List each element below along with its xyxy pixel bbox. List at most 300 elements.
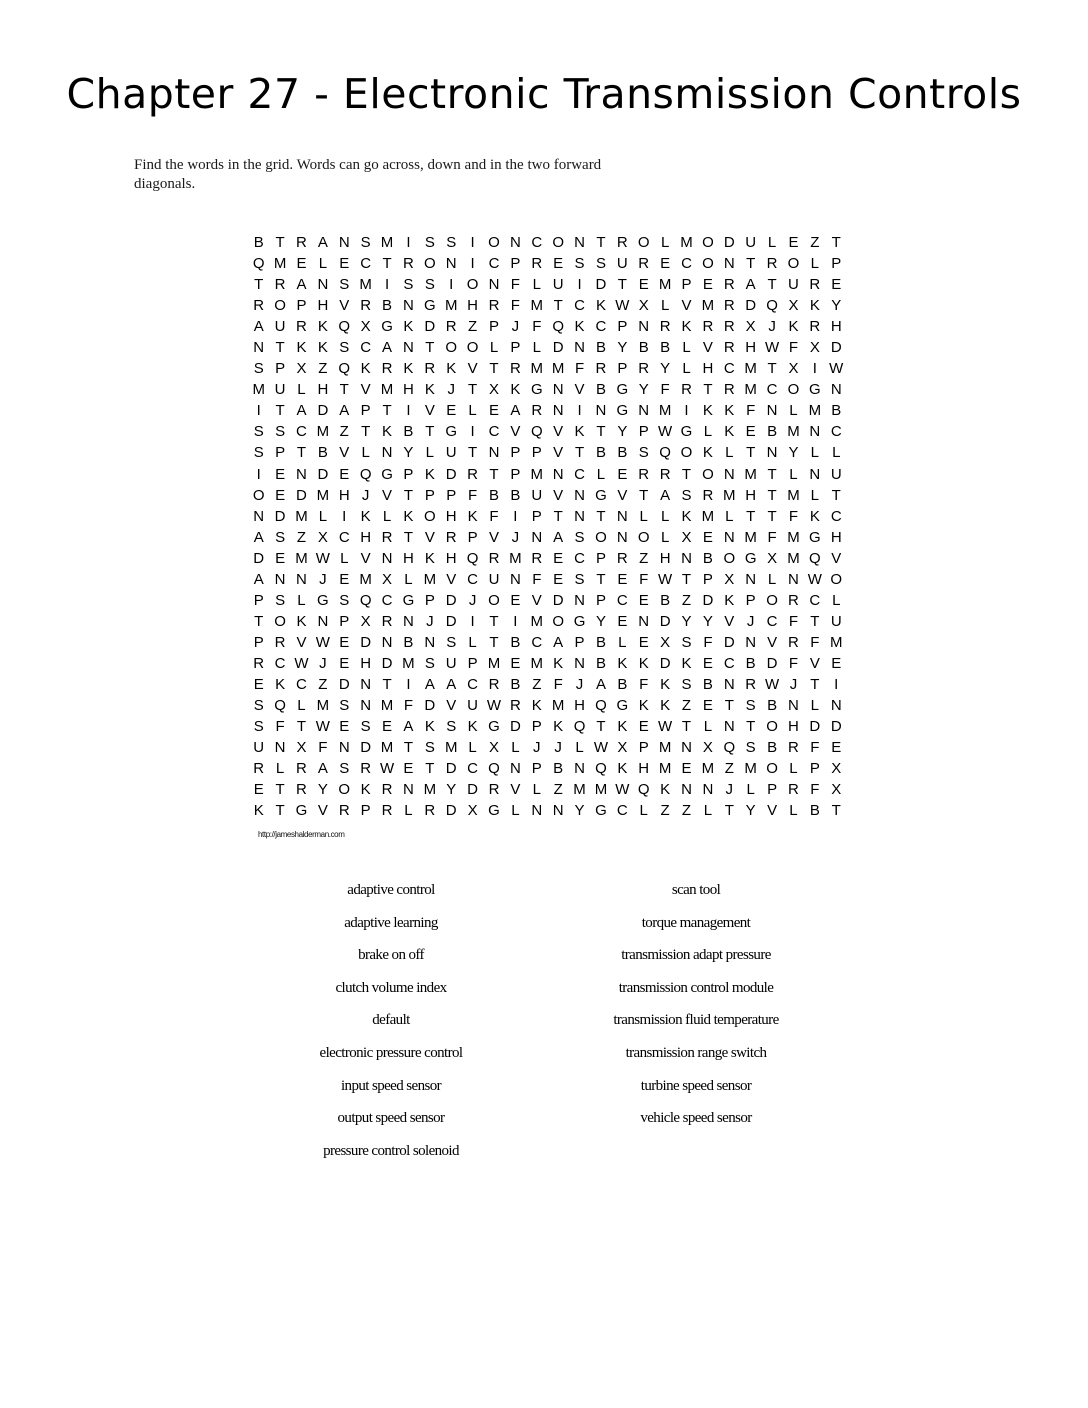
grid-letter: B [767,739,778,757]
grid-letter: R [381,360,393,378]
grid-letter: H [338,486,350,504]
grid-letter: N [809,465,821,483]
grid-letter: C [830,423,842,441]
grid-letter: P [531,718,542,736]
grid-letter: M [744,760,757,778]
grid-letter: K [296,339,307,357]
grid-letter: J [725,781,734,799]
grid-letter: B [767,423,778,441]
grid-letter: H [467,297,479,315]
grid-letter: L [639,802,648,820]
grid-letter: F [639,676,649,693]
grid-letter: K [574,318,585,336]
grid-letter: N [788,570,799,588]
grid-letter: B [831,402,842,420]
grid-letter: G [402,591,415,609]
grid-letter: E [831,276,842,294]
grid-letter: N [788,697,799,715]
grid-letter: S [339,339,350,357]
grid-letter: P [809,760,820,778]
grid-letter: L [789,760,798,778]
grid-letter: A [317,234,328,252]
grid-letter: D [445,465,457,483]
grid-letter: O [423,255,436,273]
grid-row [248,779,848,800]
grid-letter: S [424,739,435,757]
grid-letter: D [360,633,372,651]
grid-letter: B [510,676,521,693]
grid-letter: J [468,591,477,609]
grid-letter: L [468,633,477,651]
grid-letter: M [723,486,736,504]
grid-letter: E [617,612,628,630]
grid-letter: B [403,423,414,441]
grid-letter: D [445,591,457,609]
grid-letter: R [296,781,307,799]
grid-letter: F [788,612,799,630]
grid-letter: L [404,802,413,820]
grid-row [248,421,848,442]
grid-letter: R [509,360,521,378]
grid-letter: B [745,654,756,672]
grid-letter: B [660,339,671,357]
grid-letter: B [617,676,628,693]
grid-letter: S [339,276,350,294]
grid-letter: D [745,297,757,315]
grid-letter: W [764,339,780,357]
grid-letter: L [682,339,691,357]
grid-letter: H [317,297,329,315]
grid-letter: O [274,612,286,630]
grid-letter: W [315,718,330,736]
grid-letter: F [468,486,478,504]
grid-letter: F [788,654,799,672]
grid-letter: T [596,507,606,525]
grid-letter: R [659,465,671,483]
grid-letter: B [595,654,606,672]
grid-letter: C [616,591,628,609]
grid-row [248,400,848,421]
grid-letter: B [660,591,671,609]
grid-letter: U [445,654,457,672]
grid-letter: K [702,402,713,420]
grid-letter: U [788,276,799,294]
grid-letter: C [488,423,500,441]
grid-letter: J [319,570,327,588]
grid-row [248,442,848,463]
grid-row [248,548,848,569]
grid-letter: E [339,465,350,483]
grid-letter: G [295,802,308,820]
grid-letter: Y [702,612,713,630]
grid-letter: N [445,255,457,273]
grid-letter: I [406,402,411,420]
grid-letter: K [446,360,457,378]
grid-letter: E [788,234,799,252]
grid-letter: O [787,381,800,399]
grid-letter: K [681,654,692,672]
grid-letter: W [829,360,844,378]
grid-letter: M [423,570,437,588]
grid-letter: A [253,318,264,336]
grid-letter: O [702,255,714,273]
grid-letter: R [809,276,821,294]
grid-letter: G [530,381,543,399]
grid-letter: D [338,676,350,693]
grid-letter: I [812,360,817,378]
grid-letter: X [788,297,799,315]
grid-letter: D [296,486,307,504]
grid-letter: D [830,339,842,357]
grid-letter: J [447,381,455,399]
grid-letter: L [789,402,798,420]
grid-letter: T [275,402,285,420]
grid-letter: P [424,591,435,609]
instructions-text: Find the words in the grid. Words can go across, down and in the two forward diagonals. [134,157,602,192]
grid-letter: U [488,570,500,588]
grid-letter: V [339,444,350,462]
grid-letter: C [338,528,350,546]
grid-letter: Q [252,255,265,273]
grid-letter: P [424,486,435,504]
grid-letter: T [403,486,414,504]
grid-letter: G [423,297,436,315]
word-list-item: electronic pressure control [319,1044,463,1061]
grid-letter: I [470,423,475,441]
grid-letter: T [382,676,392,693]
grid-letter: L [660,297,670,315]
grid-letter: M [658,760,672,778]
grid-letter: V [831,549,842,567]
grid-letter: G [616,697,629,715]
grid-letter: I [577,276,582,294]
grid-letter: T [254,276,264,294]
grid-letter: L [832,591,841,609]
grid-letter: V [553,486,564,504]
grid-letter: K [681,318,692,336]
grid-letter: Y [681,612,692,630]
grid-letter: U [274,381,286,399]
grid-letter: R [681,381,692,399]
grid-letter: O [702,465,714,483]
grid-letter: G [445,423,458,441]
grid-letter: N [830,697,842,715]
grid-letter: O [595,528,607,546]
grid-letter: K [809,507,820,525]
word-list-item: pressure control solenoid [323,1142,459,1159]
word-list-right [546,878,846,1139]
grid-letter: Z [681,802,692,820]
grid-letter: V [767,802,778,820]
grid-letter: S [253,423,264,441]
grid-row [248,379,848,400]
grid-letter: T [831,802,841,820]
grid-letter: I [513,507,518,525]
grid-letter: E [488,402,499,420]
grid-letter: T [810,676,820,693]
grid-letter: A [403,718,414,736]
grid-letter: V [553,423,564,441]
grid-letter: D [424,318,436,336]
grid-letter: V [531,591,542,609]
grid-letter: M [551,360,565,378]
grid-letter: Z [553,781,563,799]
grid-letter: F [574,360,585,378]
word-list-left [241,878,541,1171]
grid-letter: N [766,402,778,420]
grid-letter: C [723,654,735,672]
grid-letter: S [574,255,585,273]
grid-letter: F [639,570,649,588]
grid-letter: C [723,360,735,378]
grid-letter: C [296,423,307,441]
grid-letter: G [744,549,757,567]
grid-letter: F [810,739,820,757]
grid-letter: F [532,570,542,588]
grid-letter: U [830,465,842,483]
grid-letter: J [554,739,562,757]
grid-letter: Q [552,318,564,336]
grid-row [248,316,848,337]
word-list-item: scan tool [671,882,721,898]
grid-letter: R [788,633,799,651]
grid-letter: Q [530,423,543,441]
grid-letter: K [360,781,371,799]
grid-letter: O [552,612,564,630]
grid-letter: P [681,276,692,294]
grid-letter: M [787,528,800,546]
grid-letter: A [382,339,393,357]
grid-letter: L [532,339,541,357]
grid-letter: Q [338,360,351,378]
grid-letter: H [830,528,842,546]
grid-letter: T [831,486,841,504]
grid-letter: Q [488,760,500,778]
grid-letter: V [360,549,371,567]
grid-letter: R [445,318,457,336]
grid-letter: O [637,528,650,546]
grid-letter: E [339,654,350,672]
grid-letter: X [702,739,713,757]
grid-letter: M [444,739,458,757]
grid-letter: N [723,528,735,546]
grid-letter: L [767,234,777,252]
grid-letter: L [660,507,670,525]
grid-letter: N [509,760,521,778]
grid-letter: P [617,318,628,336]
grid-letter: M [380,739,394,757]
grid-letter: C [681,255,692,273]
grid-letter: K [660,781,671,799]
grid-letter: K [617,718,628,736]
grid-letter: B [595,633,606,651]
grid-letter: R [467,465,479,483]
grid-letter: P [510,444,521,462]
grid-letter: O [252,486,265,504]
grid-letter: T [617,276,627,294]
grid-letter: X [360,318,371,336]
grid-letter: M [530,465,544,483]
grid-row [248,758,848,779]
grid-letter: N [574,486,585,504]
grid-letter: P [831,255,842,273]
grid-letter: T [275,781,285,799]
grid-letter: W [658,423,673,441]
grid-letter: R [659,318,671,336]
grid-letter: N [574,234,585,252]
grid-letter: U [274,318,286,336]
grid-letter: R [766,255,778,273]
grid-letter: T [468,381,478,399]
grid-row [248,674,848,695]
grid-letter: F [810,633,820,651]
grid-letter: M [380,697,394,715]
grid-letter: F [767,528,777,546]
grid-letter: K [382,423,393,441]
grid-letter: C [766,612,778,630]
grid-letter: M [701,297,715,315]
grid-letter: L [532,781,541,799]
grid-letter: J [511,528,520,546]
grid-letter: H [830,318,842,336]
grid-letter: X [617,739,628,757]
grid-letter: S [339,760,350,778]
grid-letter: R [274,276,286,294]
grid-letter: T [382,255,392,273]
grid-letter: S [745,739,756,757]
grid-letter: T [703,381,713,399]
grid-letter: N [317,276,329,294]
grid-letter: K [275,676,286,693]
grid-letter: B [702,549,713,567]
grid-letter: K [317,339,328,357]
grid-letter: Y [617,339,628,357]
grid-letter: V [510,423,521,441]
grid-letter: K [724,591,735,609]
grid-letter: M [487,654,501,672]
grid-letter: I [834,676,839,693]
grid-letter: W [486,697,502,715]
grid-letter: I [384,276,390,294]
grid-letter: F [746,402,756,420]
grid-letter: S [253,697,264,715]
grid-letter: C [531,234,543,252]
grid-letter: Y [745,802,756,820]
grid-letter: C [809,591,821,609]
grid-letter: T [489,360,499,378]
grid-letter: D [723,633,735,651]
grid-letter: L [660,528,670,546]
grid-letter: U [445,444,457,462]
grid-letter: N [616,528,628,546]
grid-letter: R [488,549,500,567]
grid-letter: M [380,381,394,399]
grid-letter: K [403,318,414,336]
grid-letter: D [445,802,457,820]
grid-letter: E [553,570,564,588]
grid-letter: A [660,486,671,504]
grid-letter: K [360,507,371,525]
grid-letter: A [510,402,521,420]
grid-letter: E [638,633,649,651]
grid-letter: F [403,697,414,715]
grid-letter: A [339,402,350,420]
grid-letter: K [467,718,478,736]
word-list-item: default [372,1012,410,1029]
grid-letter: Q [723,739,736,757]
grid-letter: M [701,507,715,525]
grid-letter: T [275,339,285,357]
grid-letter: T [746,718,756,736]
grid-letter: G [573,612,586,630]
grid-letter: N [381,549,393,567]
grid-letter: C [531,633,543,651]
grid-letter: L [746,781,755,799]
grid-row [248,716,848,737]
grid-letter: R [723,276,735,294]
grid-letter: F [532,318,542,336]
grid-letter: Y [660,360,671,378]
grid-letter: L [725,507,734,525]
grid-letter: V [574,381,585,399]
grid-letter: R [488,297,500,315]
grid-letter: D [317,465,329,483]
grid-letter: D [509,718,521,736]
grid-letter: B [553,760,564,778]
word-list-item: adaptive learning [344,914,438,931]
grid-letter: R [723,339,735,357]
grid-letter: J [746,612,755,630]
grid-letter: K [724,423,735,441]
grid-letter: P [510,339,521,357]
grid-letter: L [468,739,477,757]
grid-letter: V [446,697,457,715]
grid-letter: S [681,486,692,504]
grid-letter: P [595,591,606,609]
grid-letter: L [297,591,306,609]
grid-letter: L [340,549,349,567]
grid-letter: E [702,697,713,715]
grid-letter: T [553,507,563,525]
grid-letter: N [745,570,757,588]
grid-letter: N [360,676,372,693]
grid-letter: M [551,697,565,715]
grid-letter: K [424,381,435,399]
grid-letter: N [403,781,414,799]
grid-letter: E [510,654,521,672]
grid-letter: R [360,760,372,778]
grid-letter: O [702,234,714,252]
grid-letter: U [830,612,842,630]
grid-letter: L [639,507,648,525]
grid-letter: Q [274,697,286,715]
page-title: Chapter 27 - Electronic Transmission Controls [66,70,1022,118]
grid-letter: A [745,276,756,294]
grid-letter: W [658,718,673,736]
grid-letter: P [467,528,478,546]
grid-letter: P [531,507,542,525]
grid-letter: E [660,255,671,273]
grid-letter: V [467,360,478,378]
grid-letter: T [403,528,414,546]
grid-letter: S [253,360,264,378]
grid-letter: K [553,718,564,736]
grid-letter: K [595,297,606,315]
grid-letter: N [403,612,414,630]
grid-letter: N [638,402,650,420]
grid-letter: Z [681,591,692,609]
grid-letter: K [424,465,435,483]
